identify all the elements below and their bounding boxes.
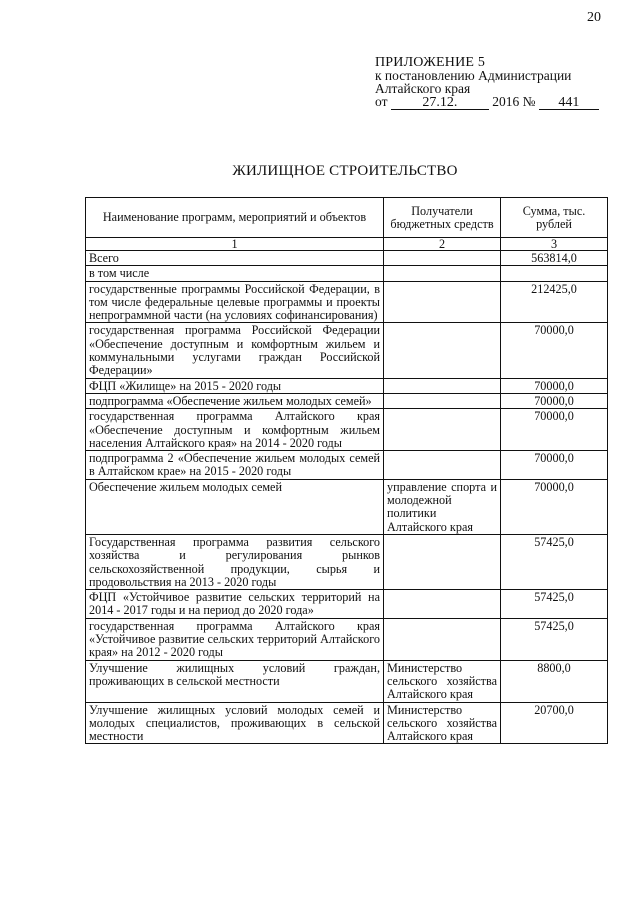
table-row — [86, 451, 608, 480]
row-recipient: Министерство сельского хозяйства Алтайского края — [384, 660, 501, 702]
housing-table — [85, 197, 608, 744]
table-row — [86, 266, 608, 281]
row-name: Улучшение жилищных условий граждан, проживающих в сельской местности — [86, 660, 384, 702]
row-recipient — [384, 451, 501, 480]
table-row — [86, 409, 608, 451]
row-name: государственная программа Алтайского края «Обеспечение доступным и комфортным жильем населения Алтайского края» на 2014 - 2020 годы — [86, 409, 384, 451]
row-name: Всего — [86, 251, 384, 266]
decree-year: 2016 — [492, 94, 520, 109]
row-name: государственная программа Российской Федерации «Обеспечение доступным и комфортным жильем и коммунальными услугами граждан Российской Федерации» — [86, 323, 384, 378]
from-label: от — [375, 94, 388, 109]
row-recipient — [384, 281, 501, 323]
table-row — [86, 534, 608, 589]
row-name: Улучшение жилищных условий молодых семей и молодых специалистов, проживающих в сельской местности — [86, 702, 384, 744]
row-recipient — [384, 618, 501, 660]
table-row — [86, 378, 608, 393]
number-label: № — [522, 94, 536, 109]
header-sum: Сумма, тыс. рублей — [501, 198, 608, 238]
row-recipient — [384, 590, 501, 619]
table-row — [86, 618, 608, 660]
table-row — [86, 251, 608, 266]
row-sum: 57425,0 — [501, 618, 608, 660]
header-name: Наименование программ, мероприятий и объектов — [86, 198, 384, 238]
appendix-line-3: Алтайского края — [375, 81, 471, 96]
decree-date: 27.12. — [391, 96, 489, 110]
row-sum: 70000,0 — [501, 409, 608, 451]
row-recipient — [384, 323, 501, 378]
row-name: Обеспечение жильем молодых семей — [86, 479, 384, 534]
table-row — [86, 660, 608, 702]
row-recipient — [384, 409, 501, 451]
row-sum: 57425,0 — [501, 534, 608, 589]
header-recipient: Получатели бюджетных средств — [384, 198, 501, 238]
row-recipient — [384, 393, 501, 408]
row-sum: 70000,0 — [501, 479, 608, 534]
heading-text: ЖИЛИЩНОЕ СТРОИТЕЛЬСТВО — [232, 163, 458, 179]
row-sum: 70000,0 — [501, 451, 608, 480]
appendix-date-line — [375, 95, 599, 110]
decree-number: 441 — [539, 96, 599, 110]
page-number: 20 — [587, 10, 601, 25]
row-recipient — [384, 251, 501, 266]
table-row — [86, 702, 608, 744]
row-name: подпрограмма «Обеспечение жильем молодых семей» — [86, 393, 384, 408]
row-recipient — [384, 266, 501, 281]
row-sum: 70000,0 — [501, 323, 608, 378]
row-sum: 70000,0 — [501, 393, 608, 408]
row-name: ФЦП «Жилище» на 2015 - 2020 годы — [86, 378, 384, 393]
row-recipient: управление спорта и молодежной политики Алтайского края — [384, 479, 501, 534]
row-name: ФЦП «Устойчивое развитие сельских территорий на 2014 - 2017 годы и на период до 2020 года» — [86, 590, 384, 619]
row-sum: 563814,0 — [501, 251, 608, 266]
row-sum: 70000,0 — [501, 378, 608, 393]
row-sum — [501, 266, 608, 281]
table-row — [86, 590, 608, 619]
row-sum: 8800,0 — [501, 660, 608, 702]
column-number-row — [86, 238, 608, 251]
row-sum: 212425,0 — [501, 281, 608, 323]
row-name: Государственная программа развития сельского хозяйства и регулирования рынков сельскохозяйственной продукции, сырья и продовольствия на 2013 - 2020 годы — [86, 534, 384, 589]
header-row — [86, 198, 608, 238]
appendix-block — [375, 56, 599, 110]
table-row — [86, 479, 608, 534]
column-number: 1 — [86, 238, 384, 251]
table-row — [86, 393, 608, 408]
row-recipient — [384, 378, 501, 393]
row-recipient — [384, 534, 501, 589]
row-recipient: Министерство сельского хозяйства Алтайского края — [384, 702, 501, 744]
row-name: подпрограмма 2 «Обеспечение жильем молодых семей в Алтайском крае» на 2015 - 2020 годы — [86, 451, 384, 480]
row-name: в том числе — [86, 266, 384, 281]
table-row — [86, 323, 608, 378]
table-row — [86, 281, 608, 323]
appendix-title: ПРИЛОЖЕНИЕ 5 — [375, 55, 486, 70]
appendix-line-2: к постановлению Администрации — [375, 68, 572, 83]
document-heading — [0, 163, 640, 180]
row-sum: 57425,0 — [501, 590, 608, 619]
row-sum: 20700,0 — [501, 702, 608, 744]
column-number: 3 — [501, 238, 608, 251]
row-name: государственная программа Алтайского края «Устойчивое развитие сельских территорий Алтайского края» на 2012 - 2020 годы — [86, 618, 384, 660]
row-name: государственные программы Российской Федерации, в том числе федеральные целевые программы и проекты непрограммной части (на условиях софинансирования) — [86, 281, 384, 323]
column-number: 2 — [384, 238, 501, 251]
